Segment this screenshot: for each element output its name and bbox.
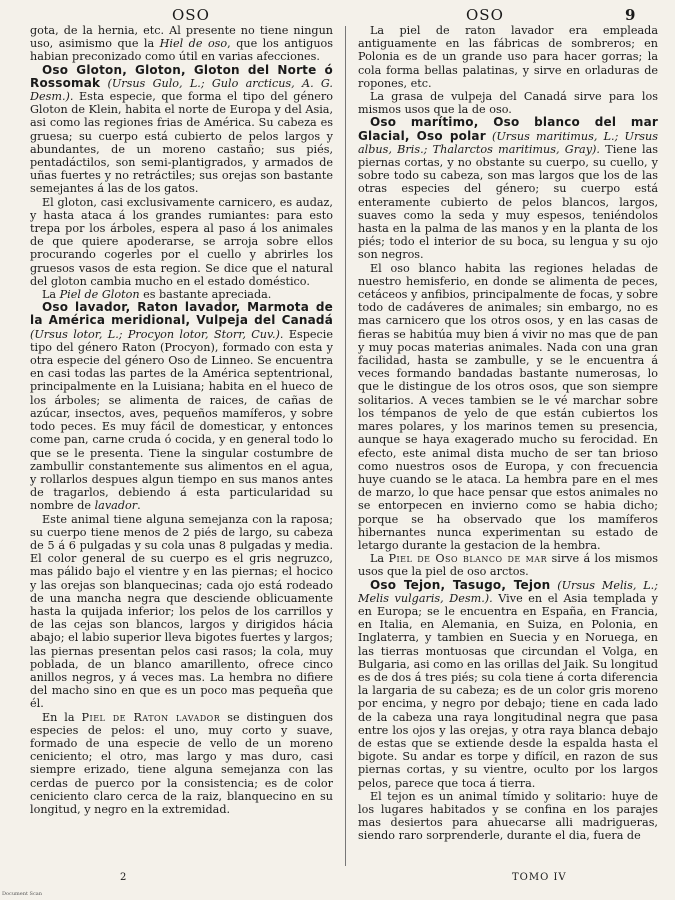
paragraph: En la Piel de Raton lavador se distinguen dos especies de pelos: el uno, muy corto y suave, formado de una especie de vello de un moreno ceniciento; el otro, mas largo y mas duro, casi siempre erizado, tiene alguna semejanza con las cerdas de puerco por la consistencia; es de color ceniciento claro cerca de la raiz, blanquecino en su longitud, y negro en la extremidad.	[30, 710, 333, 816]
entry-oso-maritimo: Oso marítimo, Oso blanco del mar Glacial, Oso polar (Ursus maritimus, L.; Ursus albus, Bris.; Thalarctos maritimus, Gray). Tiene las piernas cortas, y no obstante su cuerpo, su cuello, y sobre todo su cabeza, son mas largos que los de las otras especies del género; su cuerpo está enteramente cubierto de pelos blancos, largos, suaves como la seda y muy espesos, teniéndolos hasta en la palma de las manos y en la planta de los piés; todo el interior de su boca, su lengua y su ojo son negros.	[358, 115, 658, 262]
left-column	[30, 24, 333, 870]
running-title-right: OSO	[466, 6, 504, 24]
scan-note: Document Scan	[2, 891, 42, 897]
entry-oso-lavador: Oso lavador, Raton lavador, Marmota de la América meridional, Vulpeja del Canadá (Ursus lotor, L.; Procyon lotor, Storr, Cuv.). Especie tipo del género Raton (Procyon), formado con esta y otra especie del género Oso de Linneo. Se encuentra en casi todas las partes de la América septentrional, principalmente en la Luisiana; habita en el hueco de los árboles; se alimenta de raices, de cañas de azúcar, insectos, aves, pequeños mamíferos, y sobre todo peces. Es muy fácil de domesticar, y entonces come pan, carne cruda ó cocida, y en general todo lo que se le presenta. Tiene la singular costumbre de zambullir constantemente sus alimentos en el agua, y rollarlos despues algun tiempo en sus manos antes de tragarlos, debiendo á esta particularidad su nombre de lavador.	[30, 300, 333, 513]
volume-label: TOMO IV	[512, 872, 567, 883]
entry-heading: Oso Tejon, Tasugo, Tejon	[370, 577, 551, 592]
paragraph: gota, de la hernia, etc. Al presente no tiene ningun uso, asimismo que la Hiel de oso, que los antiguos habian preconizado como útil en varias afecciones.	[30, 24, 333, 64]
entry-heading: Oso Gloton, Gloton, Gloton del Norte ó Rossomak	[30, 62, 333, 90]
running-header	[0, 4, 675, 26]
paragraph: El tejon es un animal tímido y solitario: huye de los lugares habitados y se confina en los parajes mas desiertos para ahuecarse alli madrigueras, siendo raro sorprenderle, durante el dia, fuera de	[358, 789, 658, 843]
entry-heading: Oso lavador, Raton lavador, Marmota de la América meridional, Vulpeja del Canadá	[30, 300, 333, 328]
right-column	[358, 24, 658, 870]
paragraph: La piel de raton lavador era empleada antiguamente en las fábricas de sombreros; en Polonia es de un grande uso para hacer gorras; la cola forma bellas palatinas, y sirve en orladuras de ropones, etc.	[358, 24, 658, 90]
entry-oso-tejon: Oso Tejon, Tasugo, Tejon (Ursus Melis, L.; Melis vulgaris, Desm.). Vive en el Asia templada y en Europa; se le encuentra en España, en Francia, en Italia, en Alemania, en Suiza, en Polonia, en Inglaterra, y tambien en Suecia y en Noruega, en las tierras montuosas que circundan el Volga, en Bulgaria, asi como en las orillas del Jaik. Su longitud es de dos á tres piés; su cola tiene á corta diferencia la largaria de su cabeza; es de un color gris moreno por encima, y negro por debajo; tiene en cada lado de la cabeza una raya longitudinal negra que pasa entre los ojos y las orejas, y otra raya blanca debajo de estas que se extiende desde la espalda hasta el bigote. Su andar es torpe y difícil, en razon de sus piernas cortas, y su vientre, oculto por los largos pelos, parece que toca á tierra.	[358, 577, 658, 790]
column-divider	[345, 26, 346, 866]
entry-gloton: Oso Gloton, Gloton, Gloton del Norte ó Rossomak (Ursus Gulo, L.; Gulo arcticus, A. G. Desm.). Esta especie, que forma el tipo del género Gloton de Klein, habita el norte de Europa y del Asia, asi como las regiones frias de América. Su cabeza es gruesa; su cuerpo está cubierto de pelos largos y abundantes, de un moreno castaño; sus piés, pentadáctilos, son semi-plantigrados, y armados de uñas fuertes y no retráctiles; sus orejas son bastante semejantes á las de los gatos.	[30, 62, 333, 196]
signature-mark: 2	[120, 872, 127, 883]
paragraph: La Piel de Oso blanco de mar sirve á los mismos usos que la piel de oso arctos.	[358, 552, 658, 579]
paragraph: El gloton, casi exclusivamente carnicero, es audaz, y hasta ataca á los grandes rumiantes: para esto trepa por los árboles, espera al paso á los animales de que quiere apoderarse, se arroja sobre ellos procurando cogerles por el cuello y abrirles los gruesos vasos de esta region. Se dice que el natural del gloton cambia mucho en el estado doméstico.	[30, 195, 333, 288]
paragraph: Este animal tiene alguna semejanza con la raposa; su cuerpo tiene menos de 2 piés de largo, su cabeza de 5 á 6 pulgadas y su cola unas 8 pulgadas y media. El color general de su cuerpo es el gris negruzco, mas pálido bajo el vientre y en las piernas; el hocico y las orejas son blanquecinas; cada ojo está rodeado de una mancha negra que desciende oblicuamente hasta la quijada inferior; los pelos de los carrillos y de las cejas son blancos, largos y dirigidos hácia abajo; el labio superior lleva bigotes fuertes y largos; las piernas presentan pelos casi rasos; la cola, muy poblada, de un blanco amarillento, ofrece cinco anillos negros, y á veces mas. La hembra no difiere del macho sino en que es un poco mas pequeña que él.	[30, 512, 333, 711]
page-number: 9	[625, 6, 637, 24]
paragraph: La Piel de Gloton es bastante apreciada.	[42, 288, 272, 302]
entry-heading: Oso marítimo, Oso blanco del mar Glacial, Oso polar	[358, 115, 658, 143]
running-title-left: OSO	[172, 6, 210, 24]
paragraph: La grasa de vulpeja del Canadá sirve para los mismos usos que la de oso.	[358, 90, 658, 117]
paragraph: El oso blanco habita las regiones heladas de nuestro hemisferio, en donde se alimenta de peces, cetáceos y anfibios, principalmente de focas, y sobre todo de cadáveres de animales; sin embargo, no es mas carnicero que los otros osos, y en las casas de fieras se habitúa muy bien á vivir no mas que de pan y muy pocas materias animales. Nada con una gran facilidad, hasta se zambulle, y se le encuentra á veces formando bandadas bastante numerosas, lo que le distingue de los otros osos, que son siempre solitarios. A veces tambien se le vé marchar sobre los témpanos de yelo de que están cubiertos los mares polares, y los marinos temen su presencia, aunque se haya exagerado mucho su ferocidad. En efecto, este animal dista mucho de ser tan brioso como nuestros osos de Europa, y con frecuencia huye cuando se le ataca. La hembra pare en el mes de marzo, lo que hace pensar que estos animales no se entorpecen en invierno como se habia dicho; porque se ha observado que los mamíferos hibernantes nunca experimentan su estado de letargo durante la gestacion de la hembra.	[358, 261, 658, 552]
